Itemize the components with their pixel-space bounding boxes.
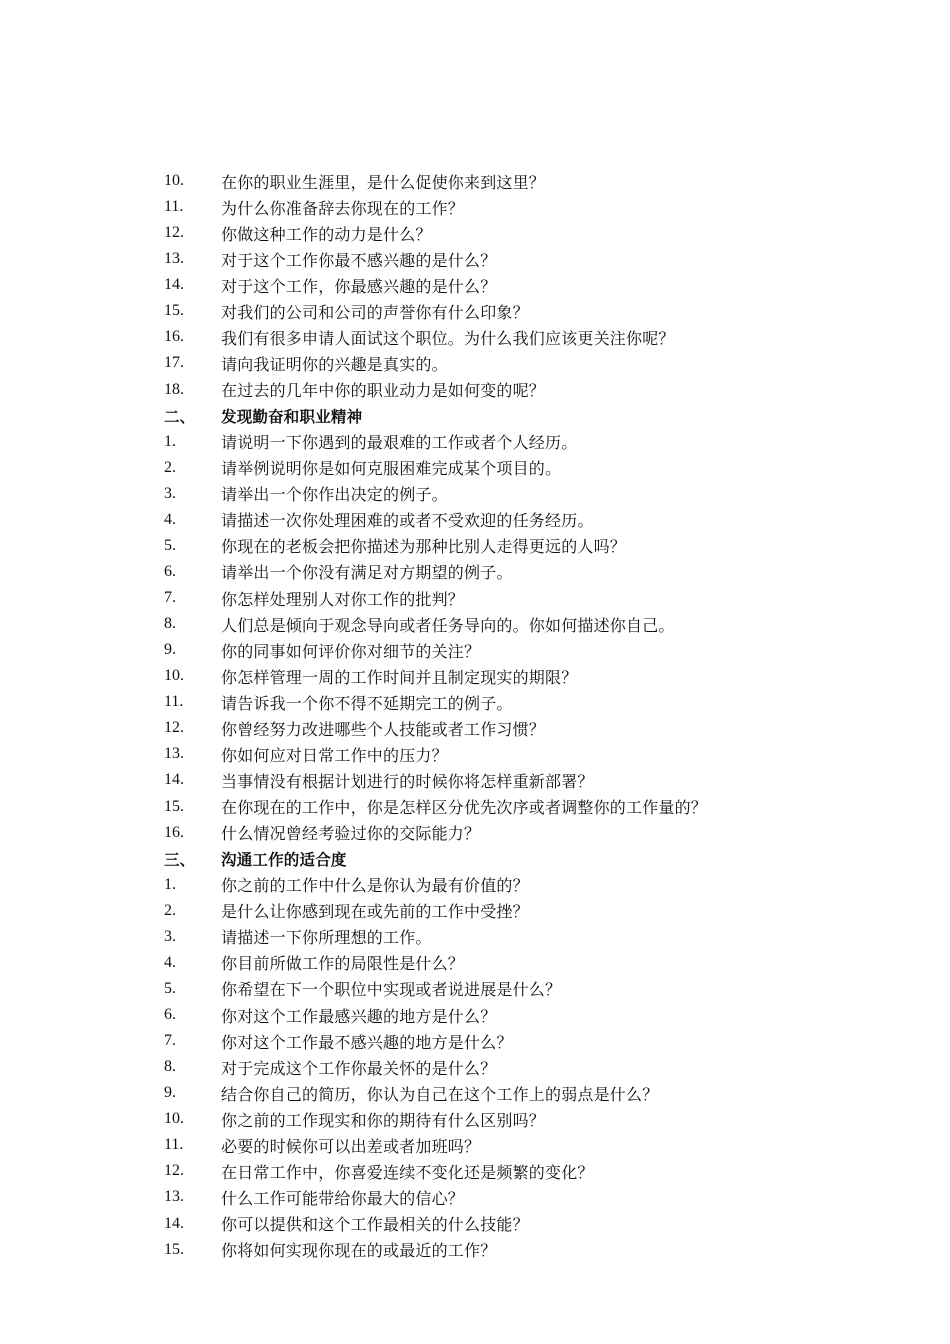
question-text: 请举出一个你作出决定的例子。 xyxy=(221,485,448,505)
question-item xyxy=(164,898,864,924)
question-number: 6. xyxy=(164,1006,176,1024)
question-number: 16. xyxy=(164,823,184,841)
section-number: 三、 xyxy=(164,850,196,869)
question-number: 5. xyxy=(164,536,176,554)
question-item xyxy=(164,324,864,350)
question-number: 9. xyxy=(164,641,176,659)
question-number: 7. xyxy=(164,1032,176,1050)
question-text: 对于这个工作你最不感兴趣的是什么？ xyxy=(221,250,497,270)
question-item xyxy=(164,429,864,455)
section-title: 发现勤奋和职业精神 xyxy=(221,407,363,426)
question-item xyxy=(164,820,864,846)
question-text: 你的同事如何评价你对细节的关注？ xyxy=(221,641,481,661)
question-number: 9. xyxy=(164,1084,176,1102)
question-item xyxy=(164,872,864,898)
question-number: 11. xyxy=(164,1136,184,1154)
question-item xyxy=(164,507,864,533)
question-number: 5. xyxy=(164,979,176,997)
question-item xyxy=(164,794,864,820)
question-text: 什么情况曾经考验过你的交际能力？ xyxy=(221,824,481,844)
question-item xyxy=(164,1211,864,1237)
question-text: 你可以提供和这个工作最相关的什么技能？ xyxy=(221,1215,529,1235)
question-text: 当事情没有根据计划进行的时候你将怎样重新部署？ xyxy=(221,771,594,791)
question-item xyxy=(164,1132,864,1158)
question-text: 你目前所做工作的局限性是什么？ xyxy=(221,954,465,974)
question-list xyxy=(164,168,864,1263)
question-text: 你怎样处理别人对你工作的批判？ xyxy=(221,589,465,609)
question-item xyxy=(164,533,864,559)
section-number: 二、 xyxy=(164,407,196,426)
question-number: 10. xyxy=(164,172,184,190)
section-title: 沟通工作的适合度 xyxy=(221,850,347,869)
question-number: 8. xyxy=(164,1058,176,1076)
question-item xyxy=(164,1158,864,1184)
question-item xyxy=(164,976,864,1002)
question-text: 人们总是倾向于观念导向或者任务导向的。你如何描述你自己。 xyxy=(221,615,675,635)
question-item xyxy=(164,455,864,481)
question-item xyxy=(164,246,864,272)
question-text: 你如何应对日常工作中的压力？ xyxy=(221,745,448,765)
question-number: 10. xyxy=(164,667,184,685)
section-heading xyxy=(164,403,864,429)
question-item xyxy=(164,350,864,376)
question-item xyxy=(164,559,864,585)
question-number: 7. xyxy=(164,589,176,607)
question-item xyxy=(164,220,864,246)
question-text: 请向我证明你的兴趣是真实的。 xyxy=(221,354,448,374)
question-text: 你做这种工作的动力是什么？ xyxy=(221,224,432,244)
question-text: 你将如何实现你现在的或最近的工作？ xyxy=(221,1241,497,1261)
question-number: 10. xyxy=(164,1110,184,1128)
question-text: 在过去的几年中你的职业动力是如何变的呢？ xyxy=(221,381,546,401)
question-number: 13. xyxy=(164,250,184,268)
question-item xyxy=(164,1028,864,1054)
question-text: 对于这个工作，你最感兴趣的是什么？ xyxy=(221,276,497,296)
question-text: 你之前的工作现实和你的期待有什么区别吗？ xyxy=(221,1110,546,1130)
question-number: 11. xyxy=(164,693,184,711)
question-number: 15. xyxy=(164,1240,184,1258)
question-item xyxy=(164,1054,864,1080)
question-number: 14. xyxy=(164,771,184,789)
question-text: 为什么你准备辞去你现在的工作？ xyxy=(221,198,465,218)
question-item xyxy=(164,1002,864,1028)
question-number: 14. xyxy=(164,1214,184,1232)
question-item xyxy=(164,194,864,220)
question-text: 对我们的公司和公司的声誉你有什么印象？ xyxy=(221,302,529,322)
question-number: 4. xyxy=(164,510,176,528)
question-text: 在你现在的工作中，你是怎样区分优先次序或者调整你的工作量的？ xyxy=(221,798,708,818)
question-number: 2. xyxy=(164,901,176,919)
question-item xyxy=(164,924,864,950)
question-number: 13. xyxy=(164,1188,184,1206)
question-number: 8. xyxy=(164,615,176,633)
question-number: 14. xyxy=(164,276,184,294)
question-number: 12. xyxy=(164,224,184,242)
question-item xyxy=(164,767,864,793)
question-item xyxy=(164,585,864,611)
question-text: 是什么让你感到现在或先前的工作中受挫？ xyxy=(221,902,529,922)
question-text: 你对这个工作最感兴趣的地方是什么？ xyxy=(221,1006,497,1026)
question-number: 15. xyxy=(164,302,184,320)
question-text: 你之前的工作中什么是你认为最有价值的？ xyxy=(221,876,529,896)
question-number: 1. xyxy=(164,875,176,893)
question-number: 15. xyxy=(164,797,184,815)
question-text: 必要的时候你可以出差或者加班吗？ xyxy=(221,1136,481,1156)
question-item xyxy=(164,637,864,663)
question-number: 1. xyxy=(164,432,176,450)
question-text: 在你的职业生涯里，是什么促使你来到这里？ xyxy=(221,172,546,192)
question-text: 请说明一下你遇到的最艰难的工作或者个人经历。 xyxy=(221,433,578,453)
question-number: 11. xyxy=(164,198,184,216)
question-text: 我们有很多申请人面试这个职位。为什么我们应该更关注你呢？ xyxy=(221,328,675,348)
section-heading xyxy=(164,846,864,872)
question-text: 结合你自己的简历，你认为自己在这个工作上的弱点是什么？ xyxy=(221,1084,659,1104)
question-number: 2. xyxy=(164,458,176,476)
question-text: 在日常工作中，你喜爱连续不变化还是频繁的变化？ xyxy=(221,1162,594,1182)
question-text: 你对这个工作最不感兴趣的地方是什么？ xyxy=(221,1032,513,1052)
question-number: 6. xyxy=(164,562,176,580)
question-item xyxy=(164,298,864,324)
question-text: 对于完成这个工作你最关怀的是什么？ xyxy=(221,1058,497,1078)
question-item xyxy=(164,272,864,298)
question-item xyxy=(164,377,864,403)
question-number: 16. xyxy=(164,328,184,346)
question-number: 4. xyxy=(164,953,176,971)
question-number: 12. xyxy=(164,719,184,737)
question-item xyxy=(164,1106,864,1132)
question-item xyxy=(164,689,864,715)
question-item xyxy=(164,715,864,741)
question-item xyxy=(164,1080,864,1106)
question-item xyxy=(164,1237,864,1263)
question-number: 3. xyxy=(164,484,176,502)
question-text: 你希望在下一个职位中实现或者说进展是什么？ xyxy=(221,980,562,1000)
question-item xyxy=(164,611,864,637)
question-item xyxy=(164,1184,864,1210)
question-text: 请举出一个你没有满足对方期望的例子。 xyxy=(221,563,513,583)
question-text: 你怎样管理一周的工作时间并且制定现实的期限？ xyxy=(221,667,578,687)
question-text: 请举例说明你是如何克服困难完成某个项目的。 xyxy=(221,459,562,479)
question-number: 12. xyxy=(164,1162,184,1180)
question-item xyxy=(164,168,864,194)
question-text: 请告诉我一个你不得不延期完工的例子。 xyxy=(221,693,513,713)
question-text: 你曾经努力改进哪些个人技能或者工作习惯？ xyxy=(221,719,546,739)
question-text: 你现在的老板会把你描述为那种比别人走得更远的人吗？ xyxy=(221,537,627,557)
question-item xyxy=(164,950,864,976)
question-item xyxy=(164,741,864,767)
question-text: 请描述一次你处理困难的或者不受欢迎的任务经历。 xyxy=(221,511,594,531)
question-text: 请描述一下你所理想的工作。 xyxy=(221,928,432,948)
question-number: 13. xyxy=(164,745,184,763)
question-number: 18. xyxy=(164,380,184,398)
question-item xyxy=(164,481,864,507)
question-text: 什么工作可能带给你最大的信心？ xyxy=(221,1188,465,1208)
question-number: 17. xyxy=(164,354,184,372)
question-number: 3. xyxy=(164,927,176,945)
question-item xyxy=(164,663,864,689)
